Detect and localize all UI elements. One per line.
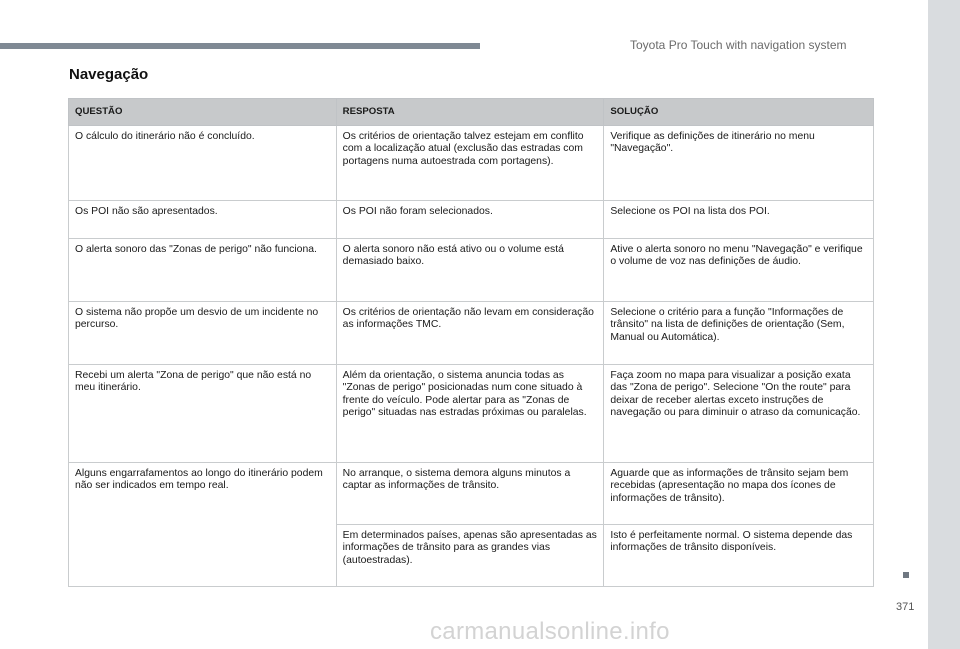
- side-strip: [928, 0, 960, 649]
- table-row: [69, 126, 874, 201]
- solution-cell: Selecione o critério para a função "Informações de trânsito" na lista de definições de orientação (Sem, Manual ou Automática).: [604, 302, 874, 365]
- table-header-row: [69, 99, 874, 126]
- question-cell: O sistema não propõe um desvio de um incidente no percurso.: [69, 302, 337, 365]
- table-row: [69, 365, 874, 463]
- question-cell: Os POI não são apresentados.: [69, 201, 337, 239]
- solution-cell: Faça zoom no mapa para visualizar a posição exata das "Zona de perigo". Selecione "On the route" para deixar de receber alertas exceto instruções de navegação ou para diminuir o atraso da comunicação.: [604, 365, 874, 463]
- solution-cell: Selecione os POI na lista dos POI.: [604, 201, 874, 239]
- question-cell: O alerta sonoro das "Zonas de perigo" não funciona.: [69, 239, 337, 302]
- table-row: [69, 239, 874, 302]
- section-title: Navegação: [69, 66, 149, 83]
- manual-title: Toyota Pro Touch with navigation system: [630, 38, 847, 52]
- question-cell: O cálculo do itinerário não é concluído.: [69, 126, 337, 201]
- answer-cell: Os critérios de orientação não levam em consideração as informações TMC.: [336, 302, 604, 365]
- question-cell: Alguns engarrafamentos ao longo do itinerário podem não ser indicados em tempo real.: [69, 463, 337, 587]
- header-answer: RESPOSTA: [336, 99, 604, 126]
- answer-cell: No arranque, o sistema demora alguns minutos a captar as informações de trânsito.: [336, 463, 604, 525]
- header-solution: SOLUÇÃO: [604, 99, 874, 126]
- page-marker: [903, 572, 909, 578]
- table-row: [69, 463, 874, 525]
- question-cell: Recebi um alerta "Zona de perigo" que não está no meu itinerário.: [69, 365, 337, 463]
- page-number: 371: [896, 601, 915, 613]
- header-rule: [0, 43, 480, 49]
- table-row: [69, 201, 874, 239]
- answer-cell: Além da orientação, o sistema anuncia todas as "Zonas de perigo" posicionadas num cone situado à frente do veículo. Pode alertar para as "Zonas de perigo" situadas nas estradas próximas ou paralelas.: [336, 365, 604, 463]
- answer-cell: Em determinados países, apenas são apresentadas as informações de trânsito para as grandes vias (autoestradas).: [336, 525, 604, 587]
- solution-cell: Ative o alerta sonoro no menu "Navegação" e verifique o volume de voz nas definições de áudio.: [604, 239, 874, 302]
- watermark: carmanualsonline.info: [430, 618, 670, 645]
- table-row: [69, 302, 874, 365]
- solution-cell: Isto é perfeitamente normal. O sistema depende das informações de trânsito disponíveis.: [604, 525, 874, 587]
- header-question: QUESTÃO: [69, 99, 337, 126]
- answer-cell: Os POI não foram selecionados.: [336, 201, 604, 239]
- troubleshooting-table: [68, 98, 874, 587]
- answer-cell: Os critérios de orientação talvez estejam em conflito com a localização atual (exclusão das estradas com portagens numa autoestrada com portagens).: [336, 126, 604, 201]
- answer-cell: O alerta sonoro não está ativo ou o volume está demasiado baixo.: [336, 239, 604, 302]
- solution-cell: Verifique as definições de itinerário no menu "Navegação".: [604, 126, 874, 201]
- solution-cell: Aguarde que as informações de trânsito sejam bem recebidas (apresentação no mapa dos ícones de informações de trânsito).: [604, 463, 874, 525]
